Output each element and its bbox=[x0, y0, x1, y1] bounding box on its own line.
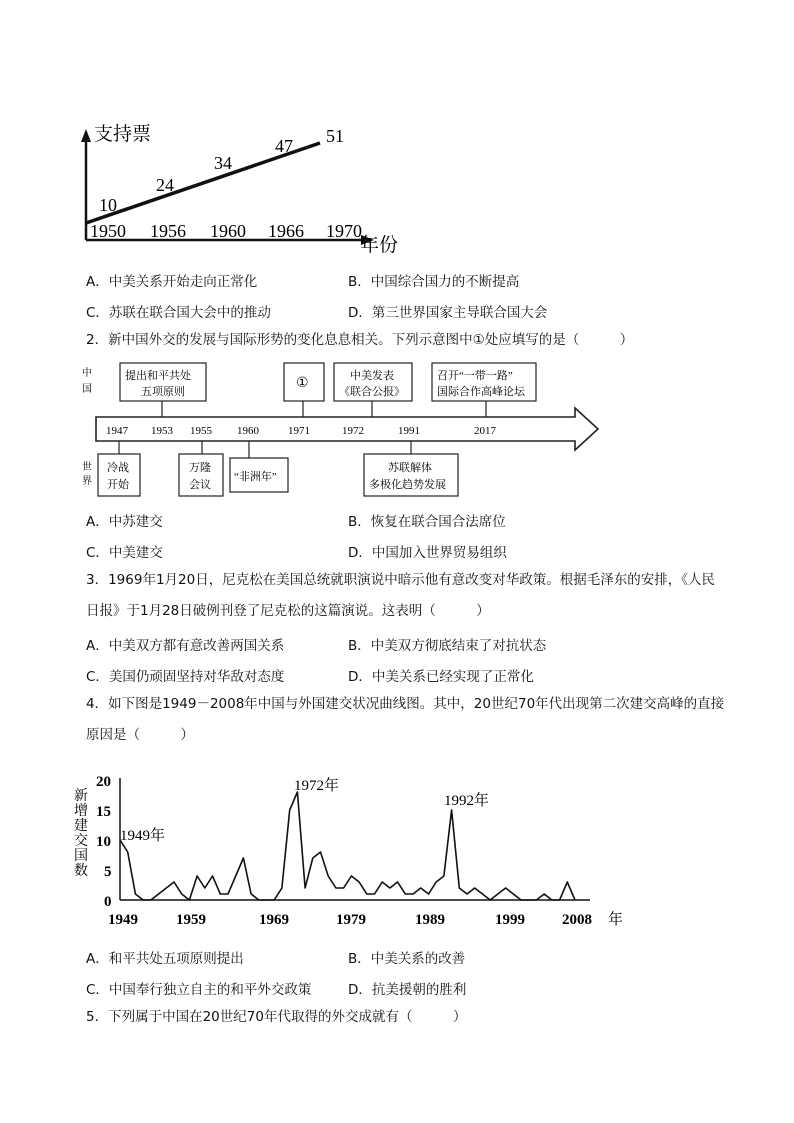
x-tick-1979: 1979 bbox=[336, 912, 366, 928]
event-belt-road-line2: 国际合作高峰论坛 bbox=[437, 386, 525, 398]
event-five-principles-line1: 提出和平共处 bbox=[125, 370, 191, 382]
q3-option-c[interactable]: C．美国仍顽固坚持对华敌对态度 bbox=[86, 669, 285, 685]
support-votes-chart bbox=[70, 115, 470, 260]
x-tick-1966: 1966 bbox=[268, 221, 304, 241]
timeline-year-2017: 2017 bbox=[474, 425, 496, 437]
timeline-year-1953: 1953 bbox=[151, 425, 173, 437]
y-axis-label-char: 新 bbox=[74, 789, 88, 804]
event-cold-war-line1: 冷战 bbox=[107, 462, 129, 474]
y-tick-10: 10 bbox=[96, 834, 111, 850]
event-five-principles-line2: 五项原则 bbox=[141, 386, 185, 398]
q4-option-d[interactable]: D．抗美援朝的胜利 bbox=[348, 982, 467, 998]
q4-stem: 4．如下图是1949－2008年中国与外国建交状况曲线图。其中，20世纪70年代出现第二次建交高峰的直接原因是（ ） bbox=[86, 696, 725, 743]
q1-option-d[interactable]: D．第三世界国家主导联合国大会 bbox=[348, 305, 548, 321]
diplomatic-relations-chart bbox=[70, 760, 630, 935]
y-axis-arrow bbox=[81, 129, 91, 142]
x-tick-1959: 1959 bbox=[176, 912, 206, 928]
annotation-1972: 1972年 bbox=[294, 778, 340, 794]
point-label-1970: 51 bbox=[326, 126, 344, 146]
q2-stem: 2．新中国外交的发展与国际形势的变化息息相关。下列示意图中①处应填写的是（ ） bbox=[86, 332, 634, 348]
x-tick-1950: 1950 bbox=[90, 221, 126, 241]
timeline-year-1955: 1955 bbox=[190, 425, 212, 437]
x-tick-1949: 1949 bbox=[108, 912, 138, 928]
point-label-1966: 47 bbox=[275, 136, 293, 156]
y-tick-0: 0 bbox=[104, 894, 112, 910]
event-soviet-collapse-line1: 苏联解体 bbox=[388, 462, 432, 474]
x-tick-2008: 2008 bbox=[562, 912, 592, 928]
event-joint-communique-line2: 《联合公报》 bbox=[339, 386, 405, 398]
q3-stem: 3．1969年1月20日，尼克松在美国总统就职演说中暗示他有意改变对华政策。根据毛泽东的安排，《人民日报》于1月28日破例刊登了尼克松的这篇演说。这表明（ ） bbox=[86, 572, 715, 619]
timeline-year-1991: 1991 bbox=[398, 425, 420, 437]
timeline-year-1971: 1971 bbox=[288, 425, 310, 437]
q1-option-c[interactable]: C．苏联在联合国大会中的推动 bbox=[86, 305, 271, 321]
y-axis-label: 支持票 bbox=[94, 124, 152, 145]
annotation-1949: 1949年 bbox=[120, 828, 166, 844]
x-tick-1999: 1999 bbox=[495, 912, 525, 928]
q4-option-b[interactable]: B．中美关系的改善 bbox=[348, 951, 466, 967]
q2-option-d[interactable]: D．中国加入世界贸易组织 bbox=[348, 545, 507, 561]
x-tick-1960: 1960 bbox=[210, 221, 246, 241]
annotation-1992: 1992年 bbox=[444, 793, 490, 809]
event-joint-communique-line1: 中美发表 bbox=[350, 370, 394, 382]
y-tick-5: 5 bbox=[104, 864, 112, 880]
timeline-year-1972: 1972 bbox=[342, 425, 364, 437]
q2-option-a[interactable]: A．中苏建交 bbox=[86, 514, 163, 530]
timeline-world-label-1: 世 bbox=[82, 462, 92, 473]
event-cold-war-line2: 开始 bbox=[107, 479, 129, 491]
event-bandung-line1: 万隆 bbox=[189, 462, 211, 474]
timeline-china-label-2: 国 bbox=[82, 384, 92, 395]
q3-option-a[interactable]: A．中美双方都有意改善两国关系 bbox=[86, 638, 285, 654]
point-label-1960: 34 bbox=[214, 153, 232, 173]
timeline-world-label-2: 界 bbox=[82, 476, 92, 487]
series-line bbox=[120, 792, 575, 900]
y-axis-label-char: 数 bbox=[74, 864, 88, 879]
y-tick-20: 20 bbox=[96, 774, 111, 790]
y-axis-label-group bbox=[74, 788, 88, 879]
timeline-year-1960: 1960 bbox=[237, 425, 259, 437]
y-axis-label-char: 国 bbox=[74, 849, 88, 864]
timeline-china-label-1: 中 bbox=[82, 368, 92, 379]
x-tick-1970: 1970 bbox=[326, 221, 362, 241]
event-blank-marker: ① bbox=[296, 376, 309, 391]
x-tick-1969: 1969 bbox=[259, 912, 289, 928]
point-label-1956: 24 bbox=[156, 175, 174, 195]
x-tick-1956: 1956 bbox=[150, 221, 186, 241]
y-axis-label-char: 交 bbox=[74, 834, 88, 849]
event-soviet-collapse-line2: 多极化趋势发展 bbox=[369, 479, 446, 491]
q5-stem: 5．下列属于中国在20世纪70年代取得的外交成就有（ ） bbox=[86, 1009, 467, 1025]
point-label-1950: 10 bbox=[99, 195, 117, 215]
q2-option-c[interactable]: C．中美建交 bbox=[86, 545, 163, 561]
x-tick-1989: 1989 bbox=[415, 912, 445, 928]
q3-option-d[interactable]: D．中美关系已经实现了正常化 bbox=[348, 669, 534, 685]
q3-option-b[interactable]: B．中美双方彻底结束了对抗状态 bbox=[348, 638, 547, 654]
x-axis-label: 年份 bbox=[360, 235, 399, 256]
timeline-year-1947: 1947 bbox=[106, 425, 128, 437]
q4-option-c[interactable]: C．中国奉行独立自主的和平外交政策 bbox=[86, 982, 312, 998]
q1-option-b[interactable]: B．中国综合国力的不断提高 bbox=[348, 274, 520, 290]
y-axis-label-char: 增 bbox=[74, 804, 88, 819]
x-axis-label: 年 bbox=[608, 912, 624, 928]
y-axis-label-char: 建 bbox=[74, 819, 88, 834]
diplomacy-timeline bbox=[78, 358, 608, 506]
event-africa-year-line1: “非洲年” bbox=[234, 471, 277, 483]
event-bandung-line2: 会议 bbox=[189, 479, 211, 491]
q1-option-a[interactable]: A．中美关系开始走向正常化 bbox=[86, 274, 258, 290]
q2-option-b[interactable]: B．恢复在联合国合法席位 bbox=[348, 514, 506, 530]
y-tick-15: 15 bbox=[96, 804, 111, 820]
q4-option-a[interactable]: A．和平共处五项原则提出 bbox=[86, 951, 244, 967]
event-belt-road-line1: 召开“一带一路” bbox=[437, 370, 513, 382]
